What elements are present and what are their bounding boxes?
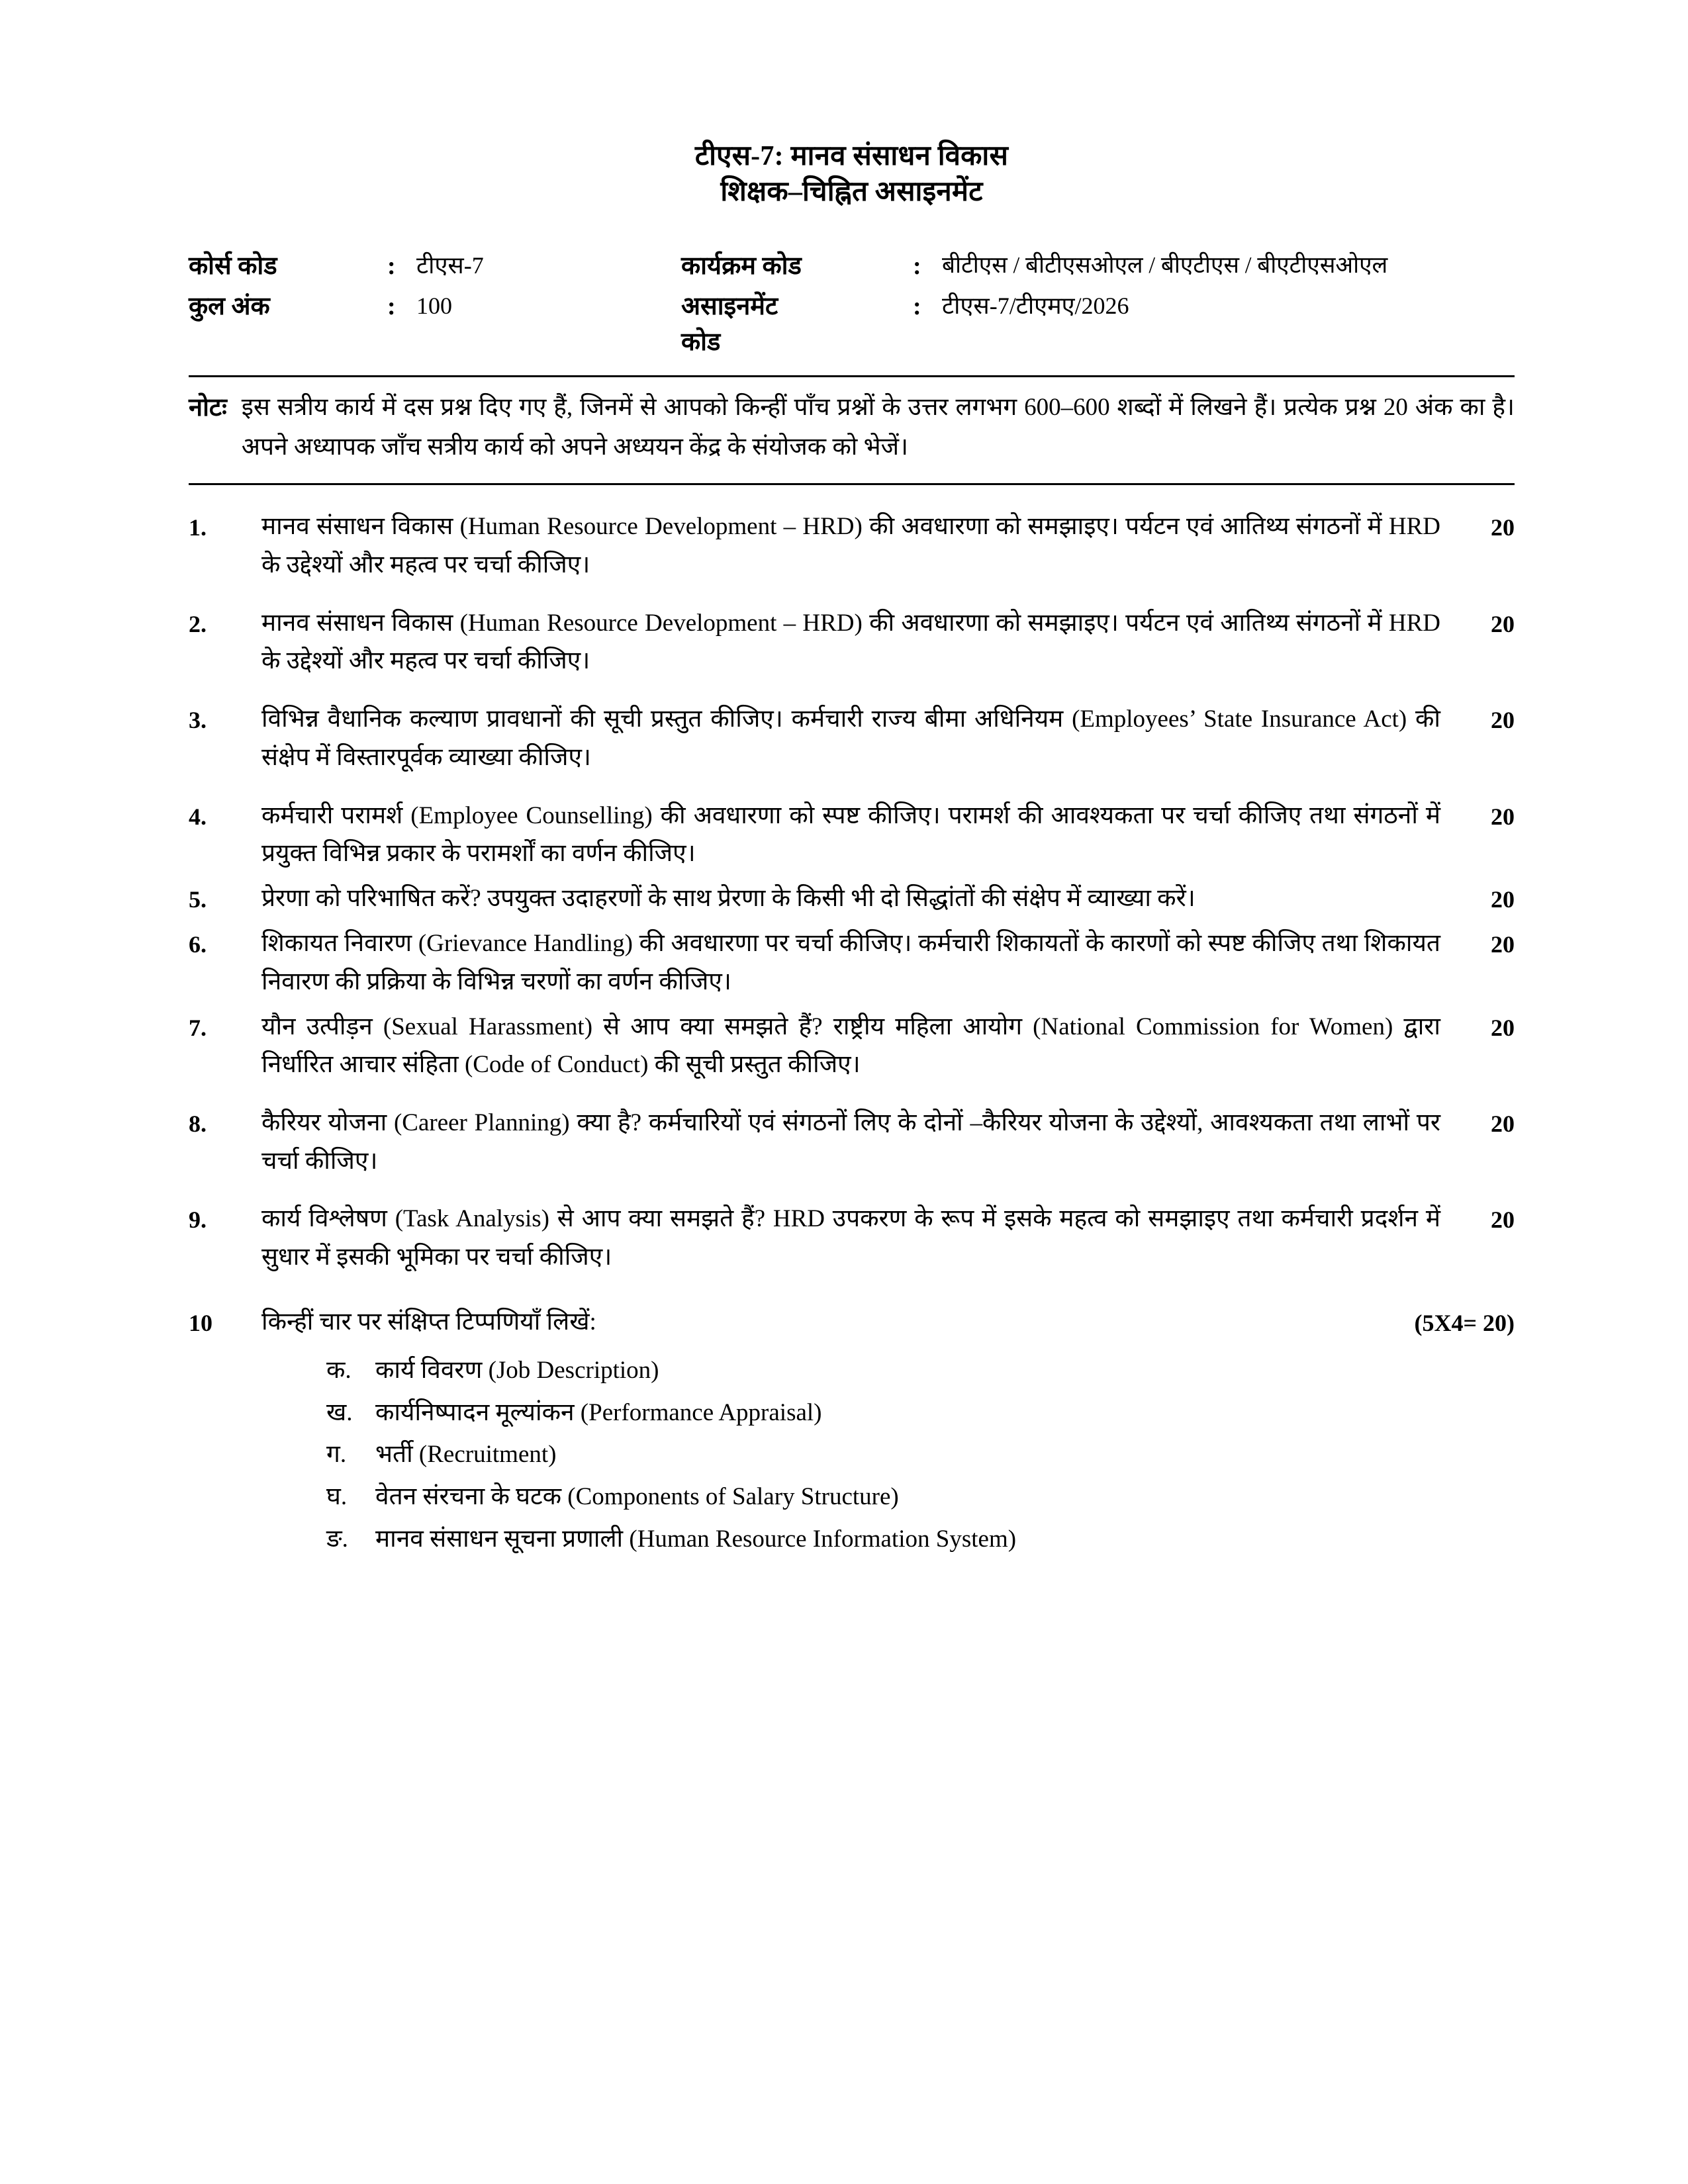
title-course-line: टीएस-7: मानव संसाधन विकास [694,141,1009,171]
list-item [326,1477,1303,1517]
programme-code-value: बीटीएस / बीटीएसओएल / बीएटीएस / बीएटीएसओएल [942,251,1388,278]
question-row [189,700,1515,776]
question-marks: 20 [1491,610,1515,637]
list-item-label: मानव संसाधन सूचना प्रणाली (Human Resource Information System) [375,1525,1017,1553]
total-marks-colon: : [387,293,396,321]
question-marks: 20 [1491,886,1515,913]
title-assignment-line: शिक्षक–चिह्नित असाइनमेंट [720,176,983,207]
list-item-marker: ग. [326,1441,347,1469]
question-row [189,797,1515,873]
question-marks: 20 [1491,931,1515,958]
question-text: विभिन्न वैधानिक कल्याण प्रावधानों की सूची प्रस्तुत कीजिए। कर्मचारी राज्य बीमा अधिनियम (Employees’ State Insurance Act) की संक्षेप में विस्तारपूर्वक व्याख्या कीजिए। [261,705,1440,771]
question-number: 10 [189,1309,212,1336]
question-number: 7. [189,1014,207,1041]
list-item-label: वेतन संरचना के घटक (Components of Salary Structure) [375,1483,899,1511]
note-body: इस सत्रीय कार्य में दस प्रश्न दिए गए हैं, जिनमें से आपको किन्हीं पाँच प्रश्नों के उत्तर लगभग 600–600 शब्दों में लिखने हैं। प्रत्येक प्रश्न 20 अंक का है। अपने अध्यापक जाँच सत्रीय कार्य को अपने अध्ययन केंद्र के संयोजक को भेजें। [241,394,1515,461]
list-item-marker: क. [326,1356,352,1384]
question-number: 9. [189,1206,207,1234]
total-marks-label: कुल अंक [189,293,270,321]
note-section [189,377,1515,477]
total-marks-value: 100 [416,293,452,320]
list-item-marker: ङ. [326,1525,348,1553]
question-marks: 20 [1491,1014,1515,1041]
course-code-value: टीएस-7 [416,251,484,279]
question-text: मानव संसाधन विकास (Human Resource Development – HRD) की अवधारणा को समझाइए। पर्यटन एवं आतिथ्य संगठनों में HRD के उद्देश्यों और महत्व पर चर्चा कीजिए। [261,609,1440,675]
course-code-label: कोर्स कोड [189,251,277,280]
list-item [326,1435,1303,1475]
question-text: किन्हीं चार पर संक्षिप्त टिप्पणियाँ लिखें: [261,1308,596,1336]
page-title [189,139,1515,210]
course-code-colon: : [387,251,396,280]
question-text: प्रेरणा को परिभाषित करें? उपयुक्त उदाहरणों के साथ प्रेरणा के किसी भी दो सिद्धांतों की संक्षेप में व्याख्या करें। [261,884,1196,912]
meta-grid [189,249,1515,361]
list-item [326,1393,1303,1433]
assignment-code-colon: : [913,293,921,321]
programme-code-colon: : [913,251,921,280]
question-row [189,1200,1515,1276]
question-marks: 20 [1491,1206,1515,1234]
question-number: 5. [189,886,207,913]
question-number: 1. [189,514,207,541]
question-marks: 20 [1491,1111,1515,1138]
question-marks: 20 [1491,514,1515,541]
question-marks: 20 [1491,803,1515,830]
assignment-code-label-line2: कोड [681,328,721,357]
question-number: 4. [189,803,207,830]
list-item-label: कार्य विवरण (Job Description) [375,1356,659,1384]
question-row [189,1008,1515,1084]
divider-bottom [189,483,1515,485]
question-text: कर्मचारी परामर्श (Employee Counselling) की अवधारणा को स्पष्ट कीजिए। परामर्श की आवश्यकता पर चर्चा कीजिए तथा संगठनों में प्रयुक्त विभिन्न प्रकार के परामर्शों का वर्णन कीजिए। [261,801,1440,868]
question-number: 2. [189,610,207,637]
question-number: 3. [189,707,207,734]
question-marks: 20 [1491,707,1515,734]
question-text: मानव संसाधन विकास (Human Resource Development – HRD) की अवधारणा को समझाइए। पर्यटन एवं आतिथ्य संगठनों में HRD के उद्देश्यों और महत्व पर चर्चा कीजिए। [261,513,1440,578]
question-row [189,925,1515,1001]
question-number: 8. [189,1111,207,1138]
question-text: कार्य विश्लेषण (Task Analysis) से आप क्या समझते हैं? HRD उपकरण के रूप में इसके महत्व को समझाइए तथा कर्मचारी प्रदर्शन में सुधार में इसकी भूमिका पर चर्चा कीजिए। [261,1205,1440,1271]
question-text: यौन उत्पीड़न (Sexual Harassment) से आप क्या समझते हैं? राष्ट्रीय महिला आयोग (National Commission for Women) द्वारा निर्धारित आचार संहिता (Code of Conduct) की सूची प्रस्तुत कीजिए। [261,1013,1440,1079]
question-number: 6. [189,931,207,958]
question-row [189,880,1515,918]
question-text: शिकायत निवारण (Grievance Handling) की अवधारणा पर चर्चा कीजिए। कर्मचारी शिकायतों के कारणों को स्पष्ट कीजिए तथा शिकायत निवारण की प्रक्रिया के विभिन्न चरणों का वर्णन कीजिए। [261,930,1440,995]
programme-code-label: कार्यक्रम कोड [681,251,802,280]
question-10-sublist [261,1351,1303,1560]
list-item-marker: ख. [326,1398,353,1426]
questions-list [189,508,1515,1562]
list-item [326,1520,1303,1559]
assignment-code-label [681,289,913,361]
list-item-label: भर्ती (Recruitment) [375,1441,557,1469]
assignment-code-value: टीएस-7/टीएमए/2026 [942,293,1129,320]
list-item-label: कार्यनिष्पादन मूल्यांकन (Performance Appraisal) [375,1398,822,1426]
question-marks: (5X4= 20) [1414,1309,1515,1336]
list-item [326,1351,1303,1390]
question-row [189,508,1515,584]
question-row [189,604,1515,680]
note-label: नोटः [189,394,227,422]
question-row-10 [189,1303,1515,1562]
question-10-body [261,1303,1303,1562]
question-text: कैरियर योजना (Career Planning) क्या है? कर्मचारियों एवं संगठनों लिए के दोनों –कैरियर योजना के उद्देश्यों, आवश्यकता तथा लाभों पर चर्चा कीजिए। [261,1109,1440,1175]
assignment-code-label-line1: असाइनमेंट [681,293,778,321]
question-row [189,1104,1515,1180]
list-item-marker: घ. [326,1483,348,1511]
